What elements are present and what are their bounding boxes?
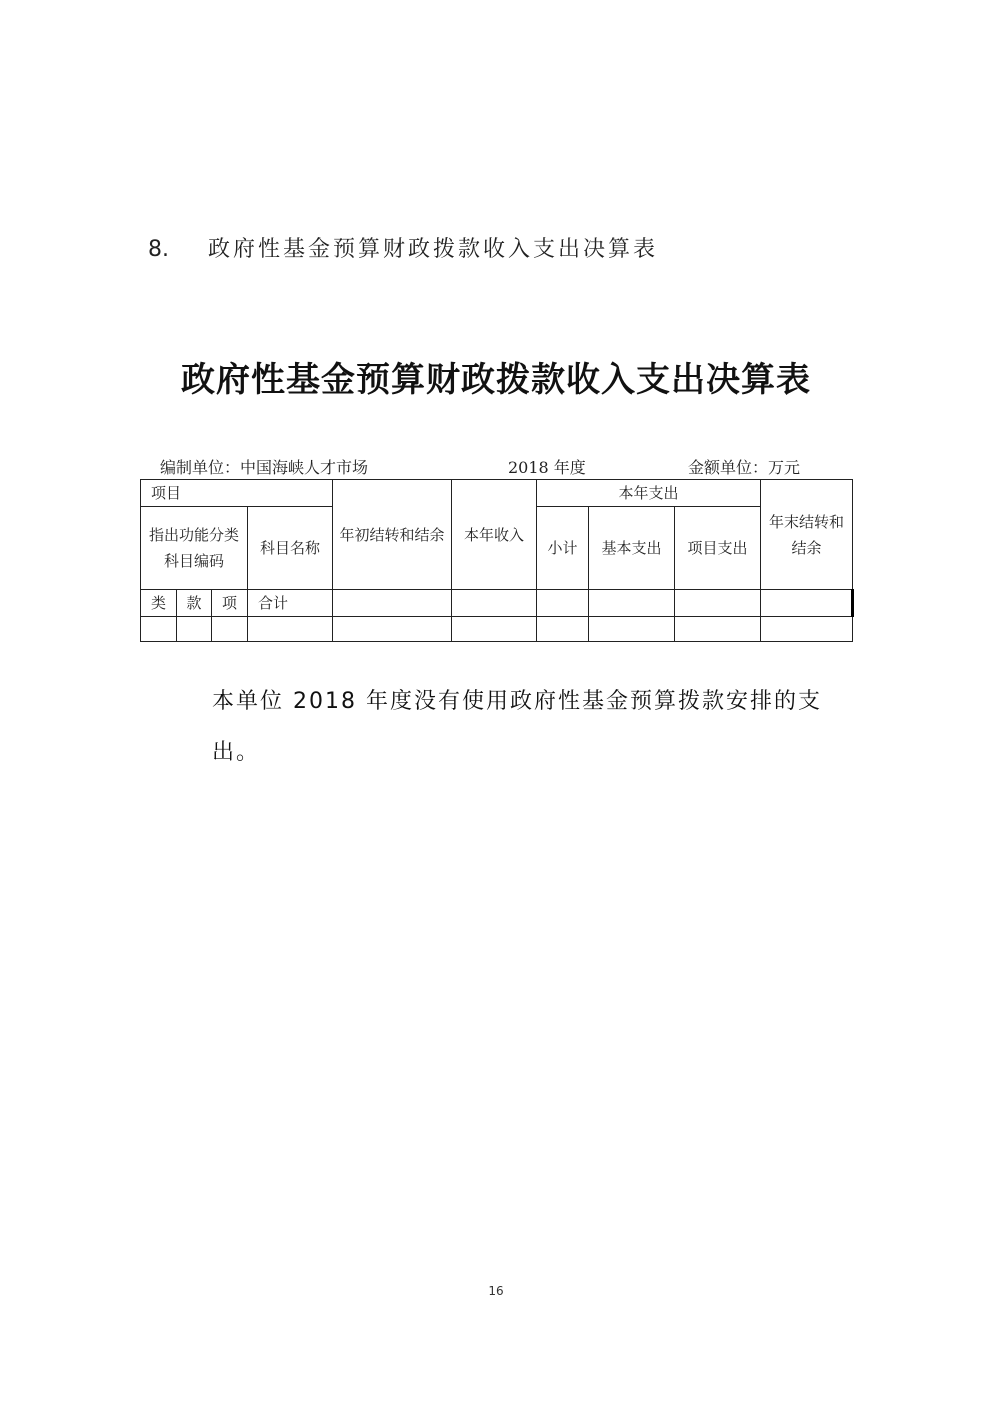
cell-project xyxy=(675,617,761,642)
cell-xiang xyxy=(212,617,248,642)
header-carryover-begin: 年初结转和结余 xyxy=(333,480,452,590)
amount-unit: 金额单位：万元 xyxy=(688,458,801,477)
body-paragraph: 本单位 2018 年度没有使用政府性基金预算拨款安排的支出。 xyxy=(212,689,822,765)
header-subtotal: 小计 xyxy=(537,507,589,590)
header-income: 本年收入 xyxy=(452,480,537,590)
header-subject-name: 科目名称 xyxy=(248,507,333,590)
cell-begin xyxy=(333,617,452,642)
code-kuan: 款 xyxy=(177,590,212,617)
code-xiang: 项 xyxy=(212,590,248,617)
budget-table xyxy=(140,479,854,642)
cell-name xyxy=(248,617,333,642)
section-number: 8. xyxy=(148,237,169,262)
page-number: 16 xyxy=(488,1284,504,1298)
fiscal-year: 2018 年度 xyxy=(508,458,586,477)
total-begin xyxy=(333,590,452,617)
cell-basic xyxy=(589,617,675,642)
code-lei: 类 xyxy=(141,590,177,617)
page-title: 政府性基金预算财政拨款收入支出决算表 xyxy=(181,360,811,400)
total-project xyxy=(675,590,761,617)
header-carryover-end: 年末结转和结余 xyxy=(761,480,853,590)
header-expense-group: 本年支出 xyxy=(537,480,761,507)
section-heading xyxy=(148,232,658,263)
header-basic: 基本支出 xyxy=(589,507,675,590)
total-income xyxy=(452,590,537,617)
cell-income xyxy=(452,617,537,642)
total-basic xyxy=(589,590,675,617)
header-project-expense: 项目支出 xyxy=(675,507,761,590)
total-subtotal xyxy=(537,590,589,617)
header-project: 项目 xyxy=(141,480,333,507)
cell-end xyxy=(761,617,853,642)
header-func-code: 指出功能分类科目编码 xyxy=(141,507,248,590)
compiling-unit: 编制单位：中国海峡人才市场 xyxy=(160,458,369,477)
total-end xyxy=(761,590,853,617)
cell-subtotal xyxy=(537,617,589,642)
section-title: 政府性基金预算财政拨款收入支出决算表 xyxy=(208,237,659,262)
table-row xyxy=(141,617,853,642)
cell-kuan xyxy=(177,617,212,642)
total-label: 合计 xyxy=(248,590,333,617)
cell-lei xyxy=(141,617,177,642)
